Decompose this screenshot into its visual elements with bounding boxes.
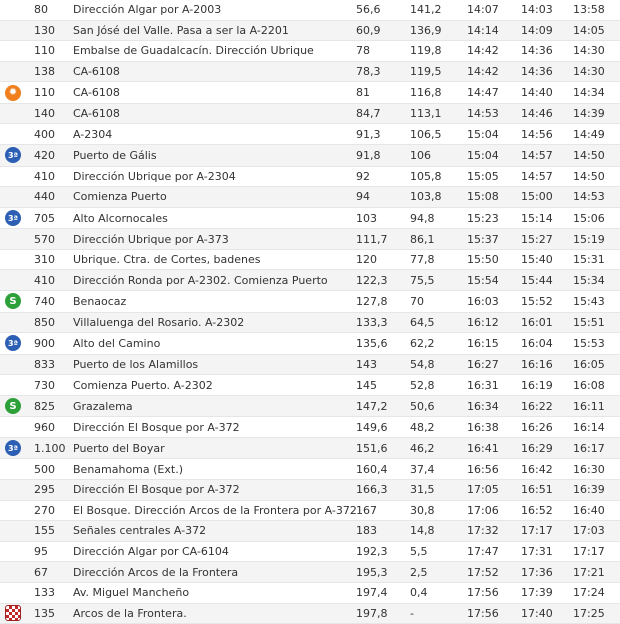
altitude-cell: 135 <box>34 606 55 620</box>
remaining-km-cell: 30,8 <box>410 503 435 517</box>
km-cell: 60,9 <box>356 23 381 37</box>
time-medium-cell: 14:40 <box>521 86 553 100</box>
km-cell: 183 <box>356 524 377 538</box>
row-icon-cell <box>4 62 22 82</box>
km-cell: 91,8 <box>356 148 381 162</box>
remaining-km-cell: 2,5 <box>410 565 428 579</box>
row-icon-cell <box>4 355 22 375</box>
row-icon-cell <box>4 291 22 312</box>
time-fast-cell: 14:39 <box>573 107 605 121</box>
time-slow-cell: 16:12 <box>467 315 499 329</box>
description-cell: Dirección Algar por A-2003 <box>73 3 222 17</box>
description-cell: Dirección Algar por CA-6104 <box>73 545 229 559</box>
time-medium-cell: 14:03 <box>521 3 553 17</box>
remaining-km-cell: 77,8 <box>410 253 435 267</box>
description-cell: Puerto de los Alamillos <box>73 357 199 371</box>
row-icon-cell <box>4 521 22 541</box>
finish-flag-icon <box>5 605 21 621</box>
table-row <box>0 21 620 42</box>
km-cell: 147,2 <box>356 399 388 413</box>
km-cell: 192,3 <box>356 545 388 559</box>
km-cell: 143 <box>356 357 377 371</box>
description-cell: Dirección Arcos de la Frontera <box>73 565 239 579</box>
time-fast-cell: 16:39 <box>573 483 605 497</box>
remaining-km-cell: 50,6 <box>410 399 435 413</box>
mountain-pass-icon: 3ª <box>5 440 21 456</box>
time-fast-cell: 16:40 <box>573 503 605 517</box>
time-slow-cell: 15:54 <box>467 273 499 287</box>
remaining-km-cell: 62,2 <box>410 336 435 350</box>
row-icon-cell <box>4 459 22 479</box>
description-cell: CA-6108 <box>73 86 120 100</box>
altitude-cell: 67 <box>34 565 48 579</box>
time-slow-cell: 16:15 <box>467 336 499 350</box>
time-slow-cell: 17:52 <box>467 565 499 579</box>
mountain-pass-icon: 3ª <box>5 335 21 351</box>
time-fast-cell: 14:49 <box>573 127 605 141</box>
remaining-km-cell: 136,9 <box>410 23 442 37</box>
altitude-cell: 440 <box>34 190 55 204</box>
table-row <box>0 355 620 376</box>
description-cell: Grazalema <box>73 399 133 413</box>
time-fast-cell: 15:34 <box>573 273 605 287</box>
altitude-cell: 410 <box>34 169 55 183</box>
time-medium-cell: 14:36 <box>521 44 553 58</box>
altitude-cell: 960 <box>34 420 55 434</box>
time-slow-cell: 17:56 <box>467 586 499 600</box>
table-row <box>0 521 620 542</box>
time-fast-cell: 16:08 <box>573 378 605 392</box>
row-icon-cell <box>4 0 22 20</box>
altitude-cell: 400 <box>34 127 55 141</box>
altitude-cell: 730 <box>34 378 55 392</box>
time-fast-cell: 15:43 <box>573 294 605 308</box>
description-cell: Puerto de Gális <box>73 148 157 162</box>
time-medium-cell: 16:42 <box>521 462 553 476</box>
altitude-cell: 570 <box>34 232 55 246</box>
time-slow-cell: 16:41 <box>467 441 499 455</box>
time-fast-cell: 16:14 <box>573 420 605 434</box>
table-row <box>0 291 620 313</box>
row-icon-cell <box>4 501 22 521</box>
row-icon-cell <box>4 604 22 624</box>
time-slow-cell: 16:27 <box>467 357 499 371</box>
time-fast-cell: 14:50 <box>573 148 605 162</box>
row-icon-cell <box>4 145 22 166</box>
altitude-cell: 295 <box>34 483 55 497</box>
sprint-icon: S <box>5 293 21 309</box>
altitude-cell: 310 <box>34 253 55 267</box>
time-medium-cell: 14:09 <box>521 23 553 37</box>
km-cell: 145 <box>356 378 377 392</box>
km-cell: 111,7 <box>356 232 388 246</box>
km-cell: 160,4 <box>356 462 388 476</box>
km-cell: 151,6 <box>356 441 388 455</box>
altitude-cell: 130 <box>34 23 55 37</box>
description-cell: Embalse de Guadalcacín. Dirección Ubrique <box>73 44 314 58</box>
table-row <box>0 583 620 604</box>
time-fast-cell: 15:31 <box>573 253 605 267</box>
altitude-cell: 740 <box>34 294 55 308</box>
row-icon-cell <box>4 583 22 603</box>
table-row <box>0 62 620 83</box>
remaining-km-cell: 141,2 <box>410 3 442 17</box>
time-medium-cell: 17:31 <box>521 545 553 559</box>
time-medium-cell: 17:40 <box>521 606 553 620</box>
row-icon-cell <box>4 396 22 417</box>
time-medium-cell: 17:17 <box>521 524 553 538</box>
km-cell: 92 <box>356 169 370 183</box>
row-icon-cell <box>4 375 22 395</box>
table-row <box>0 375 620 396</box>
km-cell: 166,3 <box>356 483 388 497</box>
row-icon-cell <box>4 417 22 437</box>
altitude-cell: 825 <box>34 399 55 413</box>
altitude-cell: 900 <box>34 336 55 350</box>
km-cell: 120 <box>356 253 377 267</box>
time-fast-cell: 17:25 <box>573 606 605 620</box>
description-cell: Puerto del Boyar <box>73 441 165 455</box>
remaining-km-cell: 116,8 <box>410 86 442 100</box>
time-slow-cell: 15:23 <box>467 211 499 225</box>
altitude-cell: 833 <box>34 357 55 371</box>
table-row <box>0 167 620 188</box>
description-cell: A-2304 <box>73 127 113 141</box>
altitude-cell: 420 <box>34 148 55 162</box>
time-fast-cell: 14:50 <box>573 169 605 183</box>
description-cell: San Jósé del Valle. Pasa a ser la A-2201 <box>73 23 289 37</box>
remaining-km-cell: 106 <box>410 148 431 162</box>
description-cell: Alto Alcornocales <box>73 211 168 225</box>
table-row <box>0 104 620 125</box>
description-cell: El Bosque. Dirección Arcos de la Frontera por A-372 <box>73 503 357 517</box>
time-slow-cell: 14:53 <box>467 107 499 121</box>
time-medium-cell: 17:36 <box>521 565 553 579</box>
remaining-km-cell: 48,2 <box>410 420 435 434</box>
time-medium-cell: 14:56 <box>521 127 553 141</box>
description-cell: Alto del Camino <box>73 336 161 350</box>
time-slow-cell: 16:31 <box>467 378 499 392</box>
time-slow-cell: 17:32 <box>467 524 499 538</box>
km-cell: 91,3 <box>356 127 381 141</box>
km-cell: 133,3 <box>356 315 388 329</box>
row-icon-cell <box>4 167 22 187</box>
altitude-cell: 1.100 <box>34 441 66 455</box>
description-cell: Dirección El Bosque por A-372 <box>73 420 240 434</box>
row-icon-cell <box>4 333 22 354</box>
time-medium-cell: 16:52 <box>521 503 553 517</box>
row-icon-cell <box>4 542 22 562</box>
row-icon-cell <box>4 250 22 270</box>
time-slow-cell: 14:42 <box>467 65 499 79</box>
time-fast-cell: 15:06 <box>573 211 605 225</box>
description-cell: Villaluenga del Rosario. A-2302 <box>73 315 245 329</box>
time-fast-cell: 17:17 <box>573 545 605 559</box>
time-slow-cell: 16:38 <box>467 420 499 434</box>
table-row <box>0 187 620 208</box>
remaining-km-cell: 54,8 <box>410 357 435 371</box>
time-medium-cell: 16:19 <box>521 378 553 392</box>
time-fast-cell: 15:19 <box>573 232 605 246</box>
time-medium-cell: 17:39 <box>521 586 553 600</box>
description-cell: Benamahoma (Ext.) <box>73 462 183 476</box>
remaining-km-cell: 14,8 <box>410 524 435 538</box>
altitude-cell: 270 <box>34 503 55 517</box>
remaining-km-cell: 70 <box>410 294 424 308</box>
time-medium-cell: 16:01 <box>521 315 553 329</box>
remaining-km-cell: 31,5 <box>410 483 435 497</box>
row-icon-cell <box>4 208 22 229</box>
time-medium-cell: 16:16 <box>521 357 553 371</box>
km-cell: 149,6 <box>356 420 388 434</box>
table-row <box>0 0 620 21</box>
description-cell: Comienza Puerto <box>73 190 167 204</box>
description-cell: Señales centrales A-372 <box>73 524 207 538</box>
km-cell: 78,3 <box>356 65 381 79</box>
time-fast-cell: 15:53 <box>573 336 605 350</box>
altitude-cell: 155 <box>34 524 55 538</box>
remaining-km-cell: 106,5 <box>410 127 442 141</box>
time-slow-cell: 15:37 <box>467 232 499 246</box>
altitude-cell: 80 <box>34 3 48 17</box>
remaining-km-cell: 37,4 <box>410 462 435 476</box>
time-fast-cell: 16:30 <box>573 462 605 476</box>
table-row <box>0 396 620 418</box>
time-medium-cell: 16:22 <box>521 399 553 413</box>
row-icon-cell <box>4 104 22 124</box>
time-slow-cell: 17:06 <box>467 503 499 517</box>
time-medium-cell: 15:44 <box>521 273 553 287</box>
time-fast-cell: 14:30 <box>573 65 605 79</box>
remaining-km-cell: 75,5 <box>410 273 435 287</box>
table-row <box>0 229 620 250</box>
description-cell: CA-6108 <box>73 65 120 79</box>
time-fast-cell: 17:21 <box>573 565 605 579</box>
time-fast-cell: 16:05 <box>573 357 605 371</box>
remaining-km-cell: 46,2 <box>410 441 435 455</box>
time-slow-cell: 17:05 <box>467 483 499 497</box>
row-icon-cell <box>4 562 22 582</box>
time-slow-cell: 14:47 <box>467 86 499 100</box>
fuel-icon: ✹ <box>5 85 21 101</box>
row-icon-cell <box>4 480 22 500</box>
time-slow-cell: 17:47 <box>467 545 499 559</box>
time-slow-cell: 16:34 <box>467 399 499 413</box>
time-medium-cell: 16:04 <box>521 336 553 350</box>
time-medium-cell: 15:52 <box>521 294 553 308</box>
remaining-km-cell: 5,5 <box>410 545 428 559</box>
altitude-cell: 138 <box>34 65 55 79</box>
km-cell: 195,3 <box>356 565 388 579</box>
altitude-cell: 95 <box>34 545 48 559</box>
table-row <box>0 480 620 501</box>
sprint-icon: S <box>5 398 21 414</box>
remaining-km-cell: 86,1 <box>410 232 435 246</box>
description-cell: Av. Miguel Mancheño <box>73 586 190 600</box>
time-medium-cell: 15:40 <box>521 253 553 267</box>
altitude-cell: 140 <box>34 107 55 121</box>
remaining-km-cell: 52,8 <box>410 378 435 392</box>
time-slow-cell: 17:56 <box>467 606 499 620</box>
km-cell: 197,8 <box>356 606 388 620</box>
altitude-cell: 705 <box>34 211 55 225</box>
time-fast-cell: 13:58 <box>573 3 605 17</box>
table-row <box>0 270 620 291</box>
description-cell: Dirección Ubrique por A-2304 <box>73 169 236 183</box>
altitude-cell: 133 <box>34 586 55 600</box>
km-cell: 122,3 <box>356 273 388 287</box>
altitude-cell: 500 <box>34 462 55 476</box>
time-slow-cell: 16:56 <box>467 462 499 476</box>
time-medium-cell: 14:36 <box>521 65 553 79</box>
time-fast-cell: 17:24 <box>573 586 605 600</box>
table-row <box>0 208 620 230</box>
description-cell: Dirección Ronda por A-2302. Comienza Puerto <box>73 273 328 287</box>
time-fast-cell: 14:53 <box>573 190 605 204</box>
time-medium-cell: 16:26 <box>521 420 553 434</box>
row-icon-cell <box>4 82 22 103</box>
remaining-km-cell: 113,1 <box>410 107 442 121</box>
table-row <box>0 542 620 563</box>
remaining-km-cell: 94,8 <box>410 211 435 225</box>
remaining-km-cell: 105,8 <box>410 169 442 183</box>
row-icon-cell <box>4 438 22 459</box>
row-icon-cell <box>4 270 22 290</box>
row-icon-cell <box>4 21 22 41</box>
table-row <box>0 501 620 522</box>
table-row <box>0 333 620 355</box>
time-medium-cell: 14:57 <box>521 148 553 162</box>
time-fast-cell: 16:11 <box>573 399 605 413</box>
km-cell: 94 <box>356 190 370 204</box>
time-slow-cell: 14:07 <box>467 3 499 17</box>
time-slow-cell: 16:03 <box>467 294 499 308</box>
time-medium-cell: 15:14 <box>521 211 553 225</box>
mountain-pass-icon: 3ª <box>5 210 21 226</box>
km-cell: 84,7 <box>356 107 381 121</box>
table-row <box>0 313 620 334</box>
altitude-cell: 410 <box>34 273 55 287</box>
time-fast-cell: 14:30 <box>573 44 605 58</box>
table-row <box>0 82 620 104</box>
table-row <box>0 41 620 62</box>
row-icon-cell <box>4 229 22 249</box>
km-cell: 103 <box>356 211 377 225</box>
description-cell: Dirección Ubrique por A-373 <box>73 232 229 246</box>
time-slow-cell: 15:04 <box>467 127 499 141</box>
remaining-km-cell: 103,8 <box>410 190 442 204</box>
row-icon-cell <box>4 313 22 333</box>
km-cell: 81 <box>356 86 370 100</box>
table-row <box>0 250 620 271</box>
description-cell: Benaocaz <box>73 294 127 308</box>
table-row <box>0 438 620 460</box>
time-slow-cell: 14:14 <box>467 23 499 37</box>
description-cell: CA-6108 <box>73 107 120 121</box>
km-cell: 135,6 <box>356 336 388 350</box>
time-medium-cell: 14:57 <box>521 169 553 183</box>
description-cell: Ubrique. Ctra. de Cortes, badenes <box>73 253 261 267</box>
table-row <box>0 562 620 583</box>
altitude-cell: 110 <box>34 86 55 100</box>
remaining-km-cell: - <box>410 606 414 620</box>
mountain-pass-icon: 3ª <box>5 147 21 163</box>
km-cell: 78 <box>356 44 370 58</box>
time-fast-cell: 14:34 <box>573 86 605 100</box>
altitude-cell: 850 <box>34 315 55 329</box>
table-row <box>0 417 620 438</box>
time-slow-cell: 15:08 <box>467 190 499 204</box>
time-medium-cell: 15:27 <box>521 232 553 246</box>
description-cell: Comienza Puerto. A-2302 <box>73 378 213 392</box>
time-fast-cell: 16:17 <box>573 441 605 455</box>
time-slow-cell: 15:05 <box>467 169 499 183</box>
table-row <box>0 145 620 167</box>
table-row <box>0 124 620 145</box>
time-slow-cell: 15:50 <box>467 253 499 267</box>
row-icon-cell <box>4 41 22 61</box>
table-row <box>0 459 620 480</box>
km-cell: 167 <box>356 503 377 517</box>
time-slow-cell: 15:04 <box>467 148 499 162</box>
time-slow-cell: 14:42 <box>467 44 499 58</box>
time-medium-cell: 16:29 <box>521 441 553 455</box>
remaining-km-cell: 0,4 <box>410 586 428 600</box>
remaining-km-cell: 64,5 <box>410 315 435 329</box>
time-fast-cell: 14:05 <box>573 23 605 37</box>
time-fast-cell: 15:51 <box>573 315 605 329</box>
row-icon-cell <box>4 124 22 144</box>
altitude-cell: 110 <box>34 44 55 58</box>
description-cell: Arcos de la Frontera. <box>73 606 187 620</box>
remaining-km-cell: 119,5 <box>410 65 442 79</box>
km-cell: 197,4 <box>356 586 388 600</box>
time-medium-cell: 16:51 <box>521 483 553 497</box>
row-icon-cell <box>4 187 22 207</box>
time-medium-cell: 14:46 <box>521 107 553 121</box>
description-cell: Dirección El Bosque por A-372 <box>73 483 240 497</box>
time-fast-cell: 17:03 <box>573 524 605 538</box>
time-medium-cell: 15:00 <box>521 190 553 204</box>
km-cell: 127,8 <box>356 294 388 308</box>
km-cell: 56,6 <box>356 3 381 17</box>
remaining-km-cell: 119,8 <box>410 44 442 58</box>
